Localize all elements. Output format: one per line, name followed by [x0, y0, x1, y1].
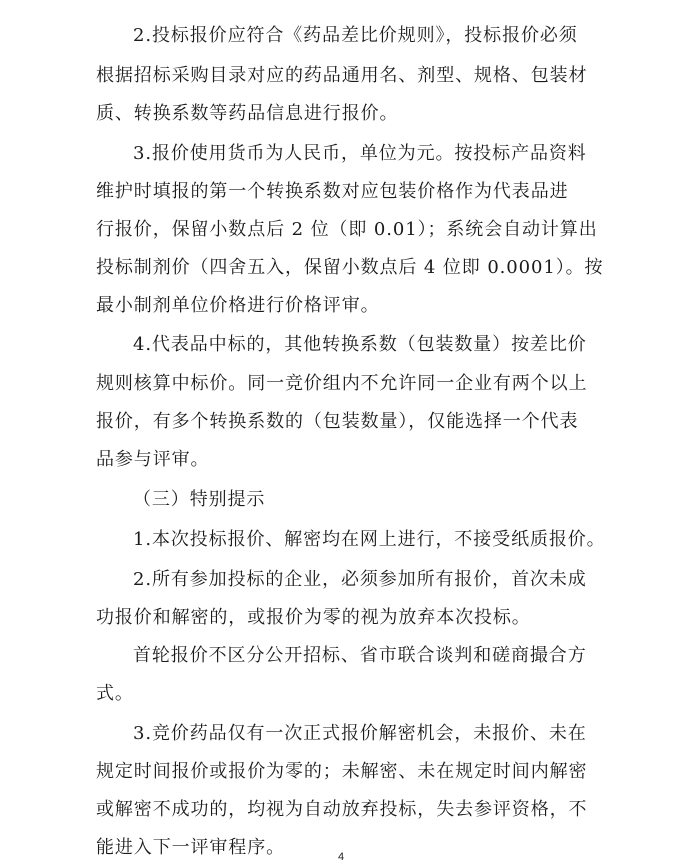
paragraph-line: 首轮报价不区分公开招标、省市联合谈判和磋商撮合方	[133, 645, 587, 666]
paragraph-line: 4.代表品中标的，其他转换系数（包装数量）按差比价	[133, 334, 587, 355]
paragraph-line: 品参与评审。	[96, 449, 210, 470]
page-number: 4	[337, 851, 345, 863]
paragraph-line: 1.本次投标报价、解密均在网上进行，不接受纸质报价。	[133, 529, 606, 550]
paragraph-line: 式。	[96, 683, 134, 704]
paragraph-line: 投标制剂价（四舍五入，保留小数点后 4 位即 0.0001）。按	[96, 257, 604, 278]
paragraph-line: 或解密不成功的，均视为自动放弃投标，失去参评资格，不	[96, 799, 588, 820]
paragraph-line: 2.投标报价应符合《药品差比价规则》，投标报价必须	[133, 25, 578, 46]
paragraph-line: 2.所有参加投标的企业，必须参加所有报价，首次未成	[133, 569, 587, 590]
paragraph-line: 根据招标采购目录对应的药品通用名、剂型、规格、包装材	[96, 65, 588, 86]
paragraph-line: 功报价和解密的，或报价为零的视为放弃本次投标。	[96, 607, 531, 628]
paragraph-line: 质、转换系数等药品信息进行报价。	[96, 103, 399, 124]
paragraph-line: 最小制剂单位价格进行价格评审。	[96, 295, 380, 316]
paragraph-line: 维护时填报的第一个转换系数对应包装价格作为代表品进	[96, 181, 569, 202]
paragraph-line: 规则核算中标价。同一竞价组内不允许同一企业有两个以上	[96, 373, 588, 394]
paragraph-line: 规定时间报价或报价为零的；未解密、未在规定时间内解密	[96, 761, 588, 782]
paragraph-line: 3.竞价药品仅有一次正式报价解密机会，未报价、未在	[133, 723, 587, 744]
paragraph-line: 行报价，保留小数点后 2 位（即 0.01）；系统会自动计算出	[96, 219, 598, 240]
paragraph-line: 能进入下一评审程序。	[96, 837, 285, 858]
paragraph-line: 3.报价使用货币为人民币，单位为元。按投标产品资料	[133, 143, 587, 164]
paragraph-line: 报价，有多个转换系数的（包装数量），仅能选择一个代表	[96, 411, 579, 432]
section-heading: （三）特别提示	[133, 489, 266, 510]
